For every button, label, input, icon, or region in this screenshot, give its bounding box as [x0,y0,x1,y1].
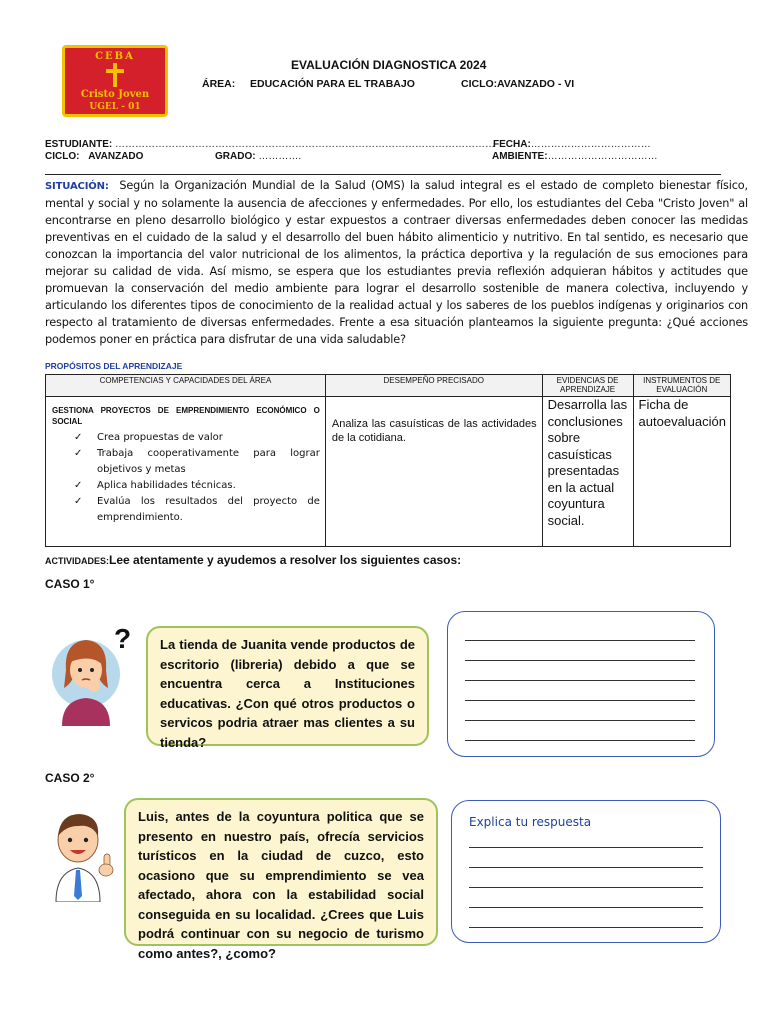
answer-line [465,660,695,661]
estudiante-field [45,139,495,150]
header-ciclo-value: AVANZADO - VI [497,78,575,90]
svg-text:?: ? [114,623,132,654]
answer-line [469,887,703,888]
answer-line [465,700,695,701]
area-value: EDUCACIÓN PARA EL TRABAJO [250,78,415,90]
desempeno-cell: Analiza las casuísticas de las actividades de la cotidiana. [325,397,542,547]
caso2-answer-box[interactable] [451,800,721,943]
situacion-paragraph [45,177,748,348]
ciclo-field [45,151,143,162]
answer-line [465,640,695,641]
logo-line3: UGEL - 01 [89,102,141,112]
capacidad-text: Aplica habilidades técnicas. [97,480,236,491]
situacion-text: Según la Organización Mundial de la Salud (OMS) la salud integral es el estado de completo bienestar físico, mental y social y no solamente la ausencia de afecciones y enfermedades. Por ello, los estudiantes del Ceba "Cristo Joven" al encontrarse en pleno desarrollo biológico y estar expuestos a contraer diversas enfermedades deben conocer las medidas preventivas en el cuidado de la salud y el desarrollo del buen hábito alimenticio y nutritivo. En tal sentido, es necesario que conozcan la importancia del valor nutricional de los alimentos, la práctica deportiva y la regulación de sus emociones para mejorar su calidad de vida. Así mismo, se espera que los estudiantes previa reflexión adquieran hábitos y actitudes que promuevan la conservación del medio ambiente para lograr el desarrollo sostenible de manera colectiva, incluyendo y articulando los diferentes tipos de conocimiento de la realidad actual y los saberes de los pueblos indígenas y originarios con respecto al tratamiento de diversas enfermedades. Frente a esa situación planteamos la siguiente pregunta: ¿Qué acciones podemos poner en práctica para disfrutar de una vida saludable? [45,179,749,346]
caso2-label: CASO 2° [45,771,95,785]
ciclo-label: CICLO: [45,151,80,162]
check-icon: ✓ [74,432,83,443]
area-label: ÁREA: [202,78,236,90]
caso2-bubble: Luis, antes de la coyuntura politica que se presento en nuestro país, ofrecía servicios turísticos en la ciudad de cuzco, esto ocasiono que su emprendimiento se vea afectado, ahora con la estabilidad social conseguida en su localidad. ¿Crees que Luis podrá continuar con su negocio de turismo como antes?, ¿como? [124,798,438,946]
answer-line [469,847,703,848]
list-item [52,430,320,446]
competencias-cell [46,397,326,547]
table-header: EVIDENCIAS DE APRENDIZAJE [542,375,633,397]
logo-line1: CEBA [95,51,135,62]
fecha-label: FECHA: [493,139,531,150]
ciclo-value: AVANZADO [88,151,144,162]
answer-line [465,680,695,681]
propositos-table [45,374,731,547]
header-ciclo-label: CICLO: [461,78,498,90]
school-logo [62,45,168,117]
actividades-line [45,553,461,567]
actividades-text: Lee atentamente y ayudemos a resolver los siguientes casos: [109,553,462,567]
girl-thinking-icon [50,622,136,726]
check-icon: ✓ [74,448,83,459]
list-item [52,446,320,478]
logo-line2: Cristo Joven [80,89,150,100]
page-title: EVALUACIÓN DIAGNOSTICA 2024 [291,58,487,72]
header-divider [45,174,721,175]
evidencias-cell: Desarrolla las conclusiones sobre casuísticas presentadas en la actual coyuntura social. [542,397,633,547]
answer-line [465,720,695,721]
list-item [52,478,320,494]
answer-prompt: Explica tu respuesta [469,815,592,829]
propositos-title: PROPÓSITOS DEL APRENDIZAJE [45,361,183,371]
check-icon: ✓ [74,480,83,491]
grado-field [215,151,301,162]
situacion-label: SITUACIÓN: [45,181,109,192]
table-header: INSTRUMENTOS DE EVALUACIÓN [633,375,730,397]
ambiente-label: AMBIENTE: [492,151,548,162]
check-icon: ✓ [74,496,83,507]
cross-icon [106,63,124,87]
ambiente-field [492,151,658,162]
grado-blank[interactable]: …………. [258,151,302,162]
ambiente-blank[interactable]: …………………………… [547,151,658,162]
estudiante-label: ESTUDIANTE: [45,139,113,150]
estudiante-blank[interactable]: …………………………………………………………………………………………………… [115,139,496,150]
capacidad-text: Trabaja cooperativamente para lograr objetivos y metas [97,448,320,475]
caso1-label: CASO 1° [45,577,95,591]
list-item [52,494,320,526]
capacidades-list [52,430,320,526]
fecha-blank[interactable]: ……………………………… [530,139,651,150]
grado-label: GRADO: [215,151,256,162]
capacidad-text: Crea propuestas de valor [97,432,223,443]
table-header: DESEMPEÑO PRECISADO [325,375,542,397]
answer-line [469,867,703,868]
answer-line [465,740,695,741]
caso1-answer-box[interactable] [447,611,715,757]
competencia-title: GESTIONA PROYECTOS DE EMPRENDIMIENTO ECONÓMICO O SOCIAL [52,406,320,426]
actividades-label: ACTIVIDADES: [45,556,110,566]
caso1-bubble: La tienda de Juanita vende productos de escritorio (libreria) debido a que se encuentra cerca a Instituciones educativas. ¿Con qué otros productos o servicos podria atraer mas clientes a su tienda? [146,626,429,746]
capacidad-text: Evalúa los resultados del proyecto de emprendimiento. [97,496,320,523]
boy-pointing-icon [48,806,120,902]
instrumentos-cell: Ficha de autoevaluación [633,397,730,547]
answer-line [469,907,703,908]
answer-line [469,927,703,928]
fecha-field [493,139,651,150]
table-header: COMPETENCIAS Y CAPACIDADES DEL ÁREA [46,375,326,397]
